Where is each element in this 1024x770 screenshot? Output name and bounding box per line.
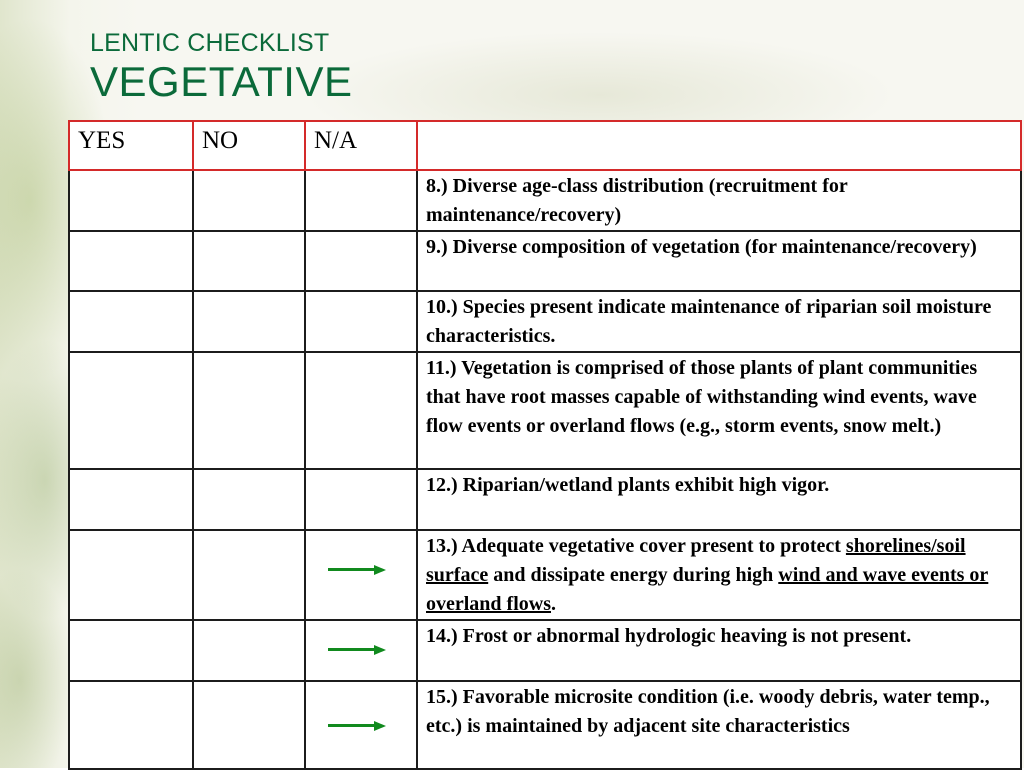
table-row bbox=[69, 170, 1021, 231]
table-row bbox=[69, 469, 1021, 530]
na-cell[interactable] bbox=[305, 681, 417, 769]
item-text-underlined: shorelines/soil surface bbox=[426, 535, 966, 586]
yes-cell[interactable] bbox=[69, 352, 193, 469]
checklist-table bbox=[68, 120, 1022, 770]
no-cell[interactable] bbox=[193, 291, 305, 352]
na-cell[interactable] bbox=[305, 530, 417, 620]
item-text: 11.) Vegetation is comprised of those plants of plant communities that have root masses capable of withstanding wind events, wave flow events or overland flows (e.g., storm events, snow melt.) bbox=[417, 352, 1021, 469]
na-cell[interactable] bbox=[305, 291, 417, 352]
no-cell[interactable] bbox=[193, 681, 305, 769]
table-row bbox=[69, 231, 1021, 291]
na-cell[interactable] bbox=[305, 170, 417, 231]
right-arrow-icon bbox=[328, 565, 386, 575]
yes-cell[interactable] bbox=[69, 170, 193, 231]
no-cell[interactable] bbox=[193, 469, 305, 530]
item-text-part: and dissipate energy during high bbox=[488, 564, 779, 586]
na-cell[interactable] bbox=[305, 469, 417, 530]
right-arrow-icon bbox=[328, 645, 386, 655]
yes-cell[interactable] bbox=[69, 681, 193, 769]
item-text: 15.) Favorable microsite condition (i.e. woody debris, water temp., etc.) is maintained by adjacent site characteristics bbox=[417, 681, 1021, 769]
item-text: 9.) Diverse composition of vegetation (for maintenance/recovery) bbox=[417, 231, 1021, 291]
yes-cell[interactable] bbox=[69, 231, 193, 291]
item-text: 8.) Diverse age-class distribution (recruitment for maintenance/recovery) bbox=[417, 170, 1021, 231]
table-row bbox=[69, 291, 1021, 352]
right-arrow-icon bbox=[328, 721, 386, 731]
na-cell[interactable] bbox=[305, 352, 417, 469]
yes-cell[interactable] bbox=[69, 530, 193, 620]
item-text: 14.) Frost or abnormal hydrologic heaving is not present. bbox=[417, 620, 1021, 681]
item-text bbox=[417, 530, 1021, 620]
no-cell[interactable] bbox=[193, 170, 305, 231]
table-row bbox=[69, 352, 1021, 469]
yes-cell[interactable] bbox=[69, 469, 193, 530]
item-text: 10.) Species present indicate maintenance of riparian soil moisture characteristics. bbox=[417, 291, 1021, 352]
table-row bbox=[69, 620, 1021, 681]
yes-cell[interactable] bbox=[69, 620, 193, 681]
yes-cell[interactable] bbox=[69, 291, 193, 352]
header-na: N/A bbox=[305, 121, 417, 170]
table-row bbox=[69, 530, 1021, 620]
checklist-title: LENTIC CHECKLIST bbox=[90, 29, 330, 57]
slide-title bbox=[90, 28, 353, 106]
item-text: 12.) Riparian/wetland plants exhibit high vigor. bbox=[417, 469, 1021, 530]
na-cell[interactable] bbox=[305, 620, 417, 681]
na-cell[interactable] bbox=[305, 231, 417, 291]
table-row bbox=[69, 681, 1021, 769]
no-cell[interactable] bbox=[193, 352, 305, 469]
item-text-underlined: wind and wave events or overland flows bbox=[426, 564, 989, 615]
header-row bbox=[69, 121, 1021, 170]
item-text-part: 13.) Adequate vegetative cover present to protect bbox=[426, 535, 846, 557]
header-item bbox=[417, 121, 1021, 170]
header-yes: YES bbox=[69, 121, 193, 170]
no-cell[interactable] bbox=[193, 530, 305, 620]
no-cell[interactable] bbox=[193, 231, 305, 291]
header-no: NO bbox=[193, 121, 305, 170]
section-title: VEGETATIVE bbox=[90, 58, 353, 105]
item-text-part: . bbox=[551, 593, 556, 615]
no-cell[interactable] bbox=[193, 620, 305, 681]
